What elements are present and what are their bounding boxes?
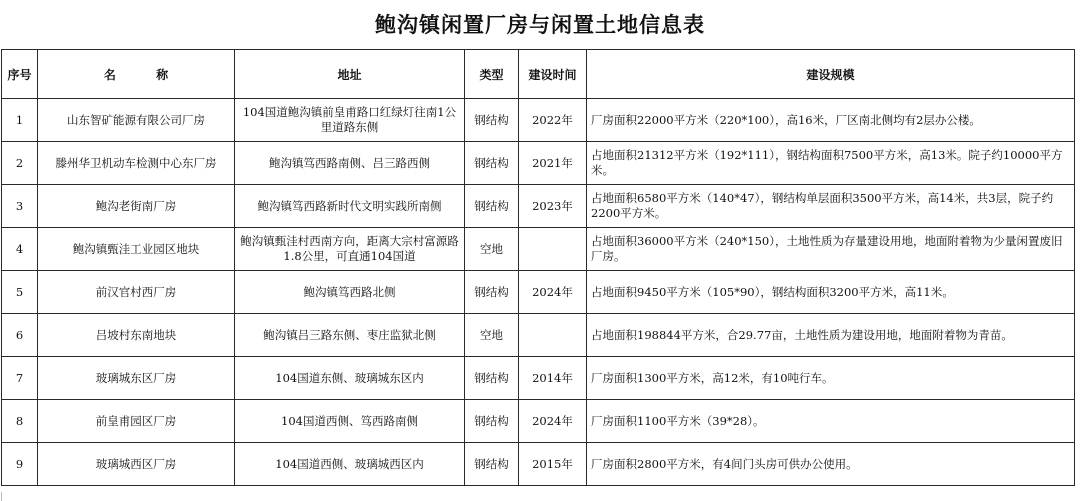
table-row [2,400,1075,443]
cell-no[interactable]: 5 [2,271,38,314]
cell-type[interactable]: 钢结构 [465,142,519,185]
cell-no[interactable]: 8 [2,400,38,443]
cell-address[interactable]: 鲍沟镇吕三路东侧、枣庄监狱北侧 [235,314,465,357]
cell-build-time[interactable]: 2015年 [519,443,587,486]
cell-no[interactable]: 7 [2,357,38,400]
cell-address[interactable]: 鲍沟镇甄洼村西南方向，距离大宗村富源路1.8公里，可直通104国道 [235,228,465,271]
cell-name[interactable]: 玻璃城东区厂房 [38,357,235,400]
cell-address[interactable]: 104国道鲍沟镇前皇甫路口红绿灯往南1公里道路东侧 [235,99,465,142]
cell-name[interactable]: 玻璃城西区厂房 [38,443,235,486]
cell-no[interactable]: 1 [2,99,38,142]
cell-name[interactable]: 前汉官村西厂房 [38,271,235,314]
cell-name[interactable]: 滕州华卫机动车检测中心东厂房 [38,142,235,185]
header-build-time: 建设时间 [519,50,587,99]
cell-no[interactable]: 4 [2,228,38,271]
cell-type[interactable]: 钢结构 [465,357,519,400]
cell-scale[interactable]: 占地面积36000平方米（240*150），土地性质为存量建设用地，地面附着物为少量闲置废旧厂房。 [587,228,1075,271]
table-row [2,314,1075,357]
cell-build-time[interactable]: 2024年 [519,400,587,443]
header-scale: 建设规模 [587,50,1075,99]
cell-no[interactable]: 2 [2,142,38,185]
cell-no[interactable]: 6 [2,314,38,357]
cell-type[interactable]: 钢结构 [465,185,519,228]
info-table [1,49,1075,486]
table-row [2,357,1075,400]
cell-address[interactable]: 104国道西侧、笃西路南侧 [235,400,465,443]
header-no: 序号 [2,50,38,99]
cell-scale[interactable]: 占地面积21312平方米（192*111），钢结构面积7500平方米，高13米。院子约10000平方米。 [587,142,1075,185]
cell-build-time[interactable] [519,314,587,357]
table-row [2,185,1075,228]
cell-type[interactable]: 空地 [465,228,519,271]
cell-name[interactable]: 鲍沟镇甄洼工业园区地块 [38,228,235,271]
cell-scale[interactable]: 厂房面积2800平方米，有4间门头房可供办公使用。 [587,443,1075,486]
cell-build-time[interactable]: 2022年 [519,99,587,142]
table-row [2,228,1075,271]
cell-scale[interactable]: 厂房面积1100平方米（39*28）。 [587,400,1075,443]
cell-build-time[interactable] [519,228,587,271]
cell-name[interactable]: 山东智矿能源有限公司厂房 [38,99,235,142]
cell-no[interactable]: 9 [2,443,38,486]
table-title: 鲍沟镇闲置厂房与闲置土地信息表 [375,12,705,37]
cell-address[interactable]: 鲍沟镇笃西路南侧、吕三路西侧 [235,142,465,185]
table-row [2,271,1075,314]
cell-address[interactable]: 104国道西侧、玻璃城西区内 [235,443,465,486]
table-row [2,142,1075,185]
header-name: 名 称 [38,50,235,99]
cell-name[interactable]: 鲍沟老街南厂房 [38,185,235,228]
cell-no[interactable]: 3 [2,185,38,228]
cell-type[interactable]: 空地 [465,314,519,357]
cell-build-time[interactable]: 2024年 [519,271,587,314]
cell-address[interactable]: 鲍沟镇笃西路新时代文明实践所南侧 [235,185,465,228]
cell-address[interactable]: 104国道东侧、玻璃城东区内 [235,357,465,400]
header-type: 类型 [465,50,519,99]
header-address: 地址 [235,50,465,99]
cell-build-time[interactable]: 2021年 [519,142,587,185]
cell-type[interactable]: 钢结构 [465,400,519,443]
cell-scale[interactable]: 厂房面积22000平方米（220*100），高16米，厂区南北侧均有2层办公楼。 [587,99,1075,142]
cell-scale[interactable]: 占地面积198844平方米，合29.77亩，土地性质为建设用地，地面附着物为青苗。 [587,314,1075,357]
cell-build-time[interactable]: 2023年 [519,185,587,228]
cell-name[interactable]: 吕坡村东南地块 [38,314,235,357]
cell-scale[interactable]: 占地面积9450平方米（105*90），钢结构面积3200平方米，高11米。 [587,271,1075,314]
cell-type[interactable]: 钢结构 [465,271,519,314]
cell-build-time[interactable]: 2014年 [519,357,587,400]
header-row [2,50,1075,99]
cell-scale[interactable]: 厂房面积1300平方米，高12米，有10吨行车。 [587,357,1075,400]
table-row [2,443,1075,486]
cell-name[interactable]: 前皇甫园区厂房 [38,400,235,443]
cell-address[interactable]: 鲍沟镇笃西路北侧 [235,271,465,314]
cell-scale[interactable]: 占地面积6580平方米（140*47），钢结构单层面积3500平方米，高14米，共3层，院子约2200平方米。 [587,185,1075,228]
table-row [2,99,1075,142]
cell-type[interactable]: 钢结构 [465,99,519,142]
next-row-edge [1,492,1075,501]
cell-type[interactable]: 钢结构 [465,443,519,486]
